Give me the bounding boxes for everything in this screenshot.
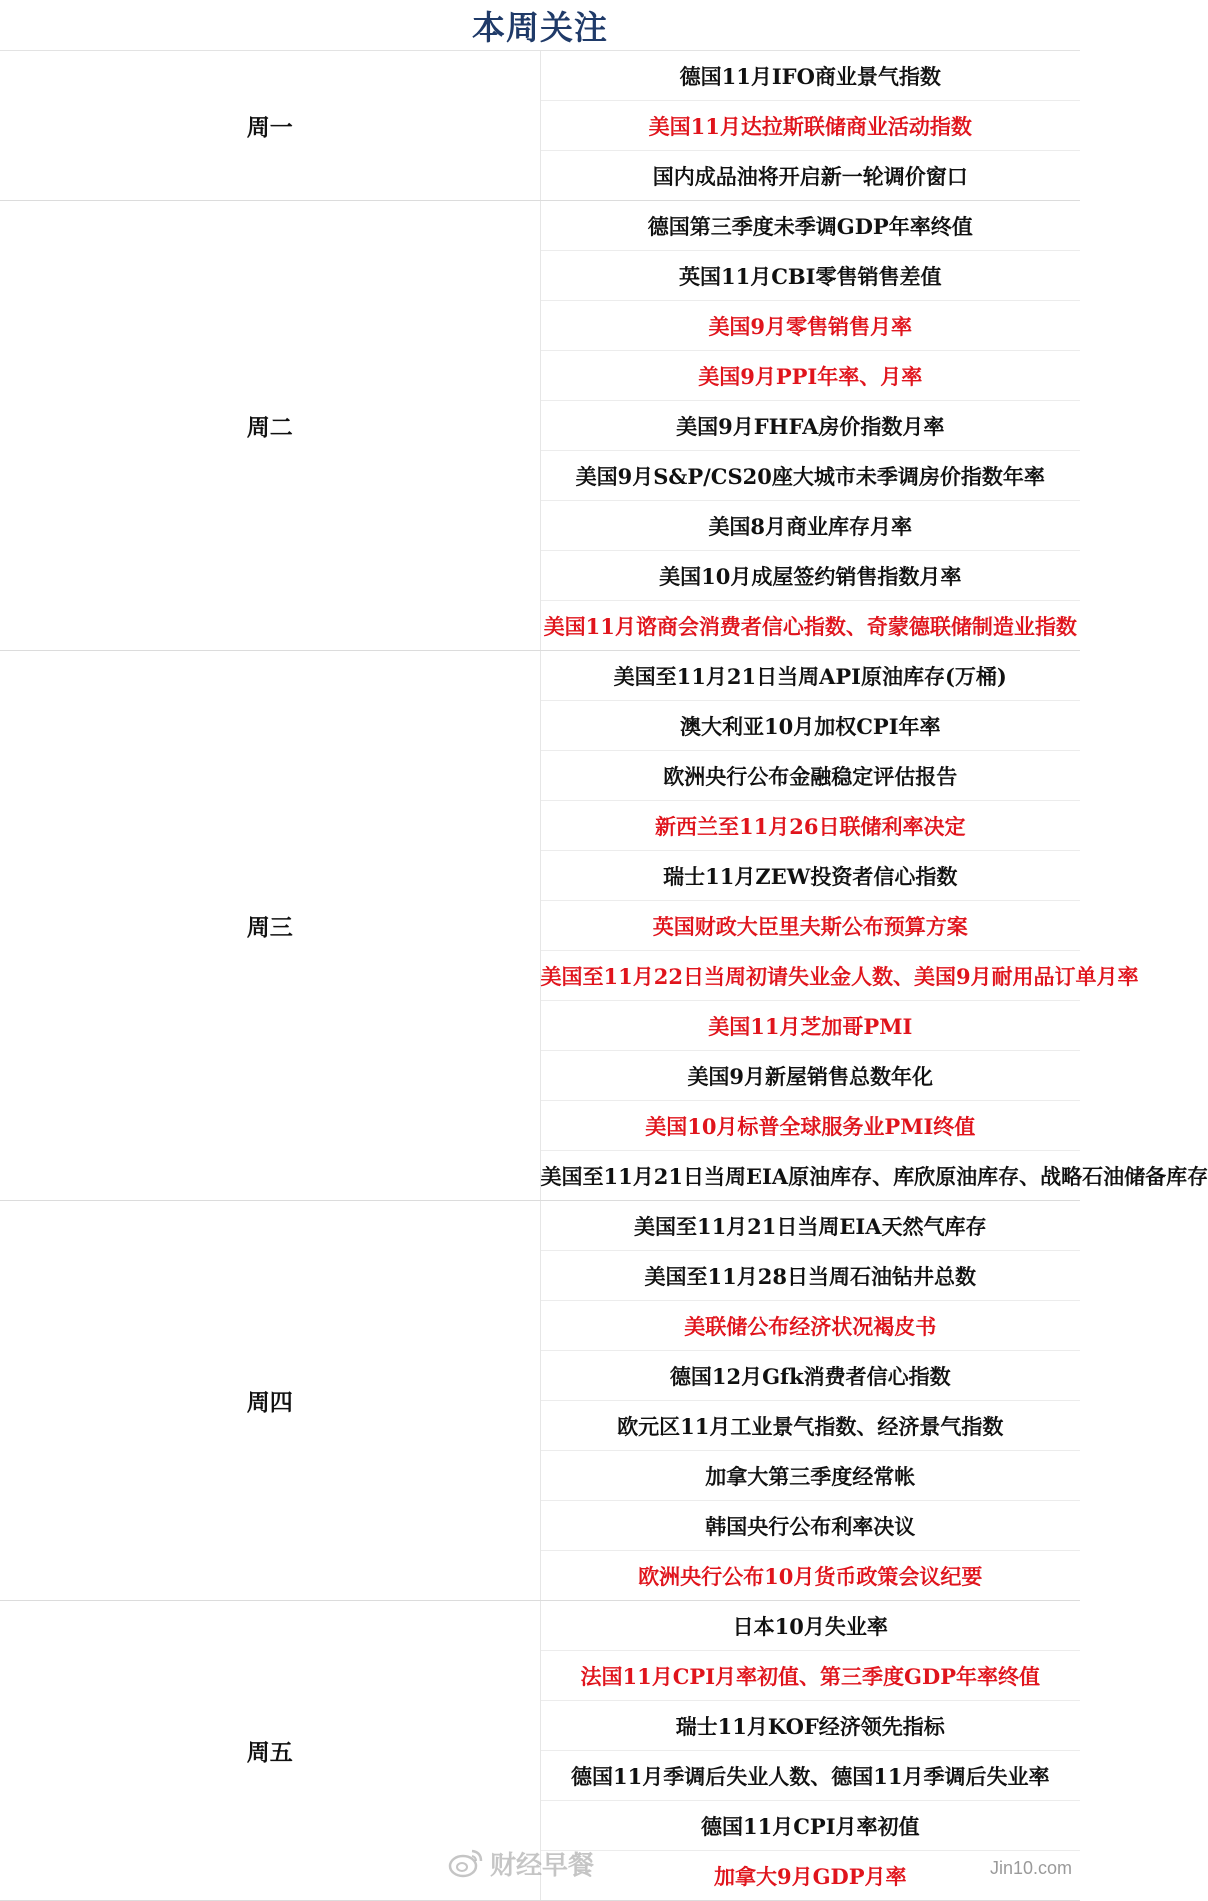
event-row bbox=[0, 1601, 1080, 1651]
event-item-highlighted: 美国9月PPI年率、月率 bbox=[540, 351, 1080, 401]
event-item: 国内成品油将开启新一轮调价窗口 bbox=[540, 151, 1080, 201]
event-item: 澳大利亚10月加权CPI年率 bbox=[540, 701, 1080, 751]
event-item: 德国11月IFO商业景气指数 bbox=[540, 51, 1080, 101]
event-item: 德国第三季度未季调GDP年率终值 bbox=[540, 201, 1080, 251]
event-item: 美国9月新屋销售总数年化 bbox=[540, 1051, 1080, 1101]
weibo-logo-icon bbox=[448, 1848, 484, 1878]
event-item: 欧洲央行公布金融稳定评估报告 bbox=[540, 751, 1080, 801]
title-row bbox=[0, 0, 1080, 51]
event-row bbox=[0, 201, 1080, 251]
event-item: 美国9月S&P/CS20座大城市未季调房价指数年率 bbox=[540, 451, 1080, 501]
event-item: 瑞士11月KOF经济领先指标 bbox=[540, 1701, 1080, 1751]
event-item: 美国至11月28日当周石油钻井总数 bbox=[540, 1251, 1080, 1301]
schedule-body bbox=[0, 51, 1208, 1901]
event-item-highlighted: 美国11月谘商会消费者信心指数、奇蒙德联储制造业指数 bbox=[540, 601, 1080, 651]
weibo-watermark-text: 财经早餐 bbox=[490, 1849, 595, 1880]
page-title: 本周关注 bbox=[0, 0, 1080, 51]
site-watermark: Jin10.com bbox=[989, 1858, 1072, 1878]
event-item: 美国8月商业库存月率 bbox=[540, 501, 1080, 551]
event-row bbox=[0, 651, 1080, 701]
event-item: 瑞士11月ZEW投资者信心指数 bbox=[540, 851, 1080, 901]
event-item-highlighted: 欧洲央行公布10月货币政策会议纪要 bbox=[540, 1551, 1080, 1601]
day-label: 周五 bbox=[0, 1601, 540, 1901]
event-item-highlighted: 新西兰至11月26日联储利率决定 bbox=[540, 801, 1080, 851]
event-item: 加拿大第三季度经常帐 bbox=[540, 1451, 1080, 1501]
weibo-watermark bbox=[448, 1846, 594, 1880]
event-item: 美国9月FHFA房价指数月率 bbox=[540, 401, 1080, 451]
event-item: 美国至11月21日当周EIA原油库存、库欣原油库存、战略石油储备库存 bbox=[540, 1151, 1080, 1201]
event-item-highlighted: 美国11月达拉斯联储商业活动指数 bbox=[540, 101, 1080, 151]
event-item: 日本10月失业率 bbox=[540, 1601, 1080, 1651]
event-item-highlighted: 英国财政大臣里夫斯公布预算方案 bbox=[540, 901, 1080, 951]
event-item: 德国11月季调后失业人数、德国11月季调后失业率 bbox=[540, 1751, 1080, 1801]
event-item: 德国12月Gfk消费者信心指数 bbox=[540, 1351, 1080, 1401]
event-item: 英国11月CBI零售销售差值 bbox=[540, 251, 1080, 301]
event-item-highlighted: 美国至11月22日当周初请失业金人数、美国9月耐用品订单月率 bbox=[540, 951, 1080, 1001]
event-item: 德国11月CPI月率初值 bbox=[540, 1801, 1080, 1851]
event-item-highlighted: 法国11月CPI月率初值、第三季度GDP年率终值 bbox=[540, 1651, 1080, 1701]
event-item: 欧元区11月工业景气指数、经济景气指数 bbox=[540, 1401, 1080, 1451]
day-label: 周一 bbox=[0, 51, 540, 201]
day-label: 周二 bbox=[0, 201, 540, 651]
event-item-highlighted: 美国11月芝加哥PMI bbox=[540, 1001, 1080, 1051]
event-row bbox=[0, 51, 1080, 101]
event-item-highlighted: 美国9月零售销售月率 bbox=[540, 301, 1080, 351]
event-item: 美国至11月21日当周API原油库存(万桶) bbox=[540, 651, 1080, 701]
event-row bbox=[0, 1201, 1080, 1251]
event-item-highlighted: 加拿大9月GDP月率 bbox=[540, 1851, 1080, 1901]
event-item-highlighted: 美国10月标普全球服务业PMI终值 bbox=[540, 1101, 1080, 1151]
day-label: 周三 bbox=[0, 651, 540, 1201]
event-item: 美国至11月21日当周EIA天然气库存 bbox=[540, 1201, 1080, 1251]
event-item-highlighted: 美联储公布经济状况褐皮书 bbox=[540, 1301, 1080, 1351]
event-item: 韩国央行公布利率决议 bbox=[540, 1501, 1080, 1551]
event-item: 美国10月成屋签约销售指数月率 bbox=[540, 551, 1080, 601]
day-label: 周四 bbox=[0, 1201, 540, 1601]
